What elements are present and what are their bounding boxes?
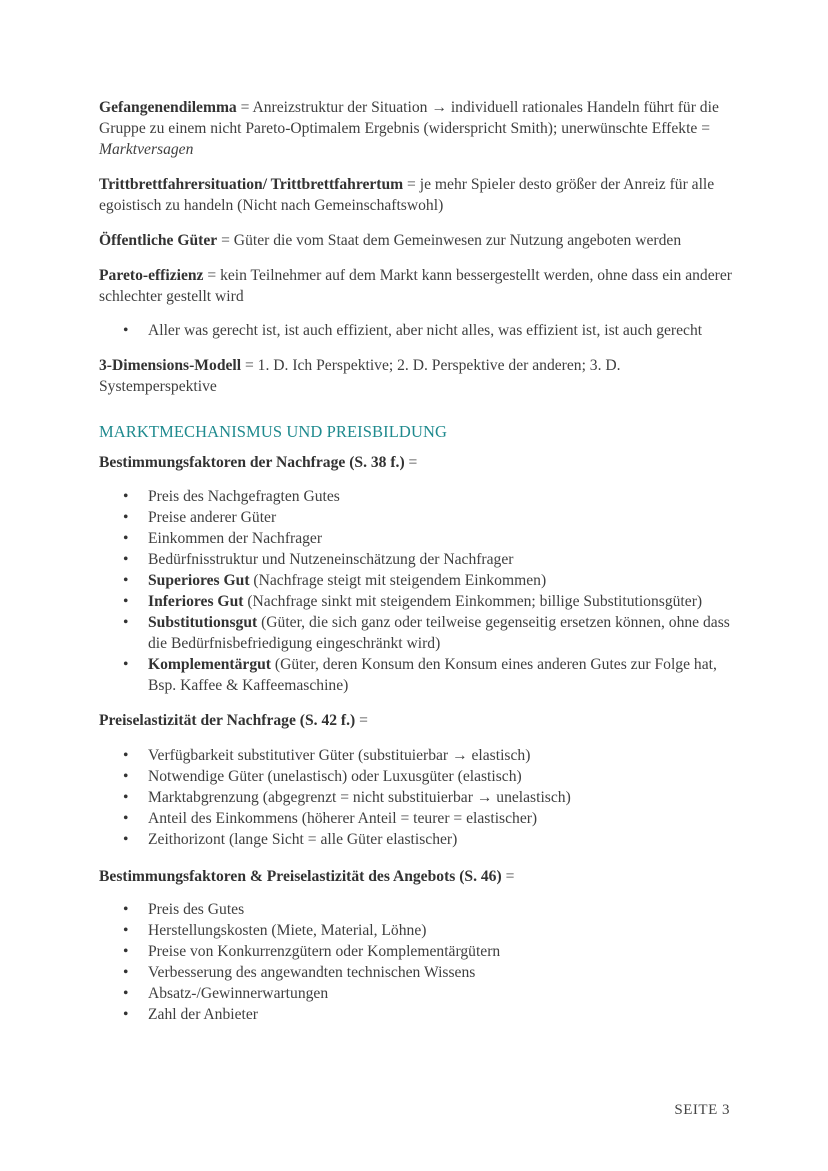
item-text: (Güter, die sich ganz oder teilweise gegenseitig ersetzen können, ohne dass die Bedürfnisbefriedigung eingeschränkt wird) <box>148 614 730 652</box>
item-text: Preis des Nachgefragten Gutes <box>148 488 340 505</box>
subheading-suffix: = <box>501 868 515 885</box>
definition-text: = kein Teilnehmer auf dem Markt kann bessergestellt werden, ohne dass ein anderer schlechter gestellt wird <box>99 267 732 305</box>
page-number: SEITE 3 <box>674 1102 730 1118</box>
item-text: Preise anderer Güter <box>148 509 277 526</box>
angebot-list <box>99 899 739 1025</box>
item-text: (Güter, deren Konsum den Konsum eines anderen Gutes zur Folge hat, Bsp. Kaffee & Kaffeemaschine) <box>148 656 717 694</box>
definition-italic: Marktversagen <box>99 141 194 158</box>
subheading-angebot <box>99 866 739 887</box>
subheading-title: Bestimmungsfaktoren & Preiselastizität des Angebots (S. 46) <box>99 868 502 885</box>
list-item <box>99 528 739 549</box>
term: Trittbrettfahrersituation/ Trittbrettfahrertum <box>99 176 404 193</box>
item-text: Bedürfnisstruktur und Nutzeneinschätzung der Nachfrager <box>148 551 514 568</box>
pareto-bullets <box>99 320 739 341</box>
item-text: Einkommen der Nachfrager <box>148 530 323 547</box>
item-bold: Komplementärgut <box>148 656 271 673</box>
term: 3-Dimensions-Modell <box>99 357 242 374</box>
definition-pareto <box>99 265 739 307</box>
list-item <box>99 570 739 591</box>
list-item: • Herstellungskosten (Miete, Material, Löhne) <box>99 920 739 941</box>
definition-3-dimensions-modell <box>99 355 739 397</box>
item-bold: Superiores Gut <box>148 572 250 589</box>
list-item: • Notwendige Güter (unelastisch) oder Luxusgüter (elastisch) <box>99 766 739 787</box>
item-text: (Nachfrage steigt mit steigendem Einkommen) <box>249 572 547 589</box>
list-item <box>99 591 739 612</box>
subheading-title: Bestimmungsfaktoren der Nachfrage (S. 38 f.) <box>99 454 405 471</box>
item-text: (Nachfrage sinkt mit steigendem Einkommen; billige Substitutionsgüter) <box>243 593 703 610</box>
list-item <box>99 507 739 528</box>
term: Pareto-effizienz <box>99 267 204 284</box>
list-item: • Marktabgrenzung (abgegrenzt = nicht substituierbar → unelastisch) <box>99 787 739 808</box>
list-item: • Verbesserung des angewandten technischen Wissens <box>99 962 739 983</box>
list-item <box>99 612 739 654</box>
list-item <box>99 486 739 507</box>
subheading-elastizitaet <box>99 710 739 731</box>
item-bold: Inferiores Gut <box>148 593 244 610</box>
definition-text: = je mehr Spieler desto größer der Anreiz für alle egoistisch zu handeln (Nicht nach Gemeinschaftswohl) <box>99 176 715 214</box>
subheading-suffix: = <box>355 712 368 729</box>
section-heading: MARKTMECHANISMUS UND PREISBILDUNG <box>99 422 447 441</box>
list-item: • Zahl der Anbieter <box>99 1004 739 1025</box>
definition-text: = 1. D. Ich Perspektive; 2. D. Perspektive der anderen; 3. D. Systemperspektive <box>99 357 621 395</box>
elastizitaet-list <box>99 745 739 850</box>
definition-oeffentliche-gueter <box>99 230 739 251</box>
list-item: • Aller was gerecht ist, ist auch effizient, aber nicht alles, was effizient ist, ist auch gerecht <box>99 320 739 341</box>
term: Gefangenendilemma <box>99 99 237 116</box>
list-item: • Absatz-/Gewinnerwartungen <box>99 983 739 1004</box>
list-item: • Anteil des Einkommens (höherer Anteil = teurer = elastischer) <box>99 808 739 829</box>
subheading-title: Preiselastizität der Nachfrage (S. 42 f.) <box>99 712 356 729</box>
subheading-suffix: = <box>404 454 418 471</box>
list-item <box>99 549 739 570</box>
definition-text: = Anreizstruktur der Situation → individuell rationales Handeln führt für die Gruppe zu einem nicht Pareto-Optimalem Ergebnis (widerspricht Smith); unerwünschte Effekte = <box>99 99 719 137</box>
document-page <box>99 97 739 1039</box>
subheading-nachfrage <box>99 452 739 473</box>
list-item <box>99 654 739 696</box>
definition-gefangenendilemma <box>99 97 739 160</box>
list-item: • Verfügbarkeit substitutiver Güter (substituierbar → elastisch) <box>99 745 739 766</box>
nachfrage-list <box>99 486 739 696</box>
term: Öffentliche Güter <box>99 232 218 249</box>
item-bold: Substitutionsgut <box>148 614 258 631</box>
list-item: • Preise von Konkurrenzgütern oder Komplementärgütern <box>99 941 739 962</box>
list-item: • Preis des Gutes <box>99 899 739 920</box>
definition-trittbrett <box>99 174 739 216</box>
definition-text: = Güter die vom Staat dem Gemeinwesen zur Nutzung angeboten werden <box>217 232 682 249</box>
list-item: • Zeithorizont (lange Sicht = alle Güter elastischer) <box>99 829 739 850</box>
